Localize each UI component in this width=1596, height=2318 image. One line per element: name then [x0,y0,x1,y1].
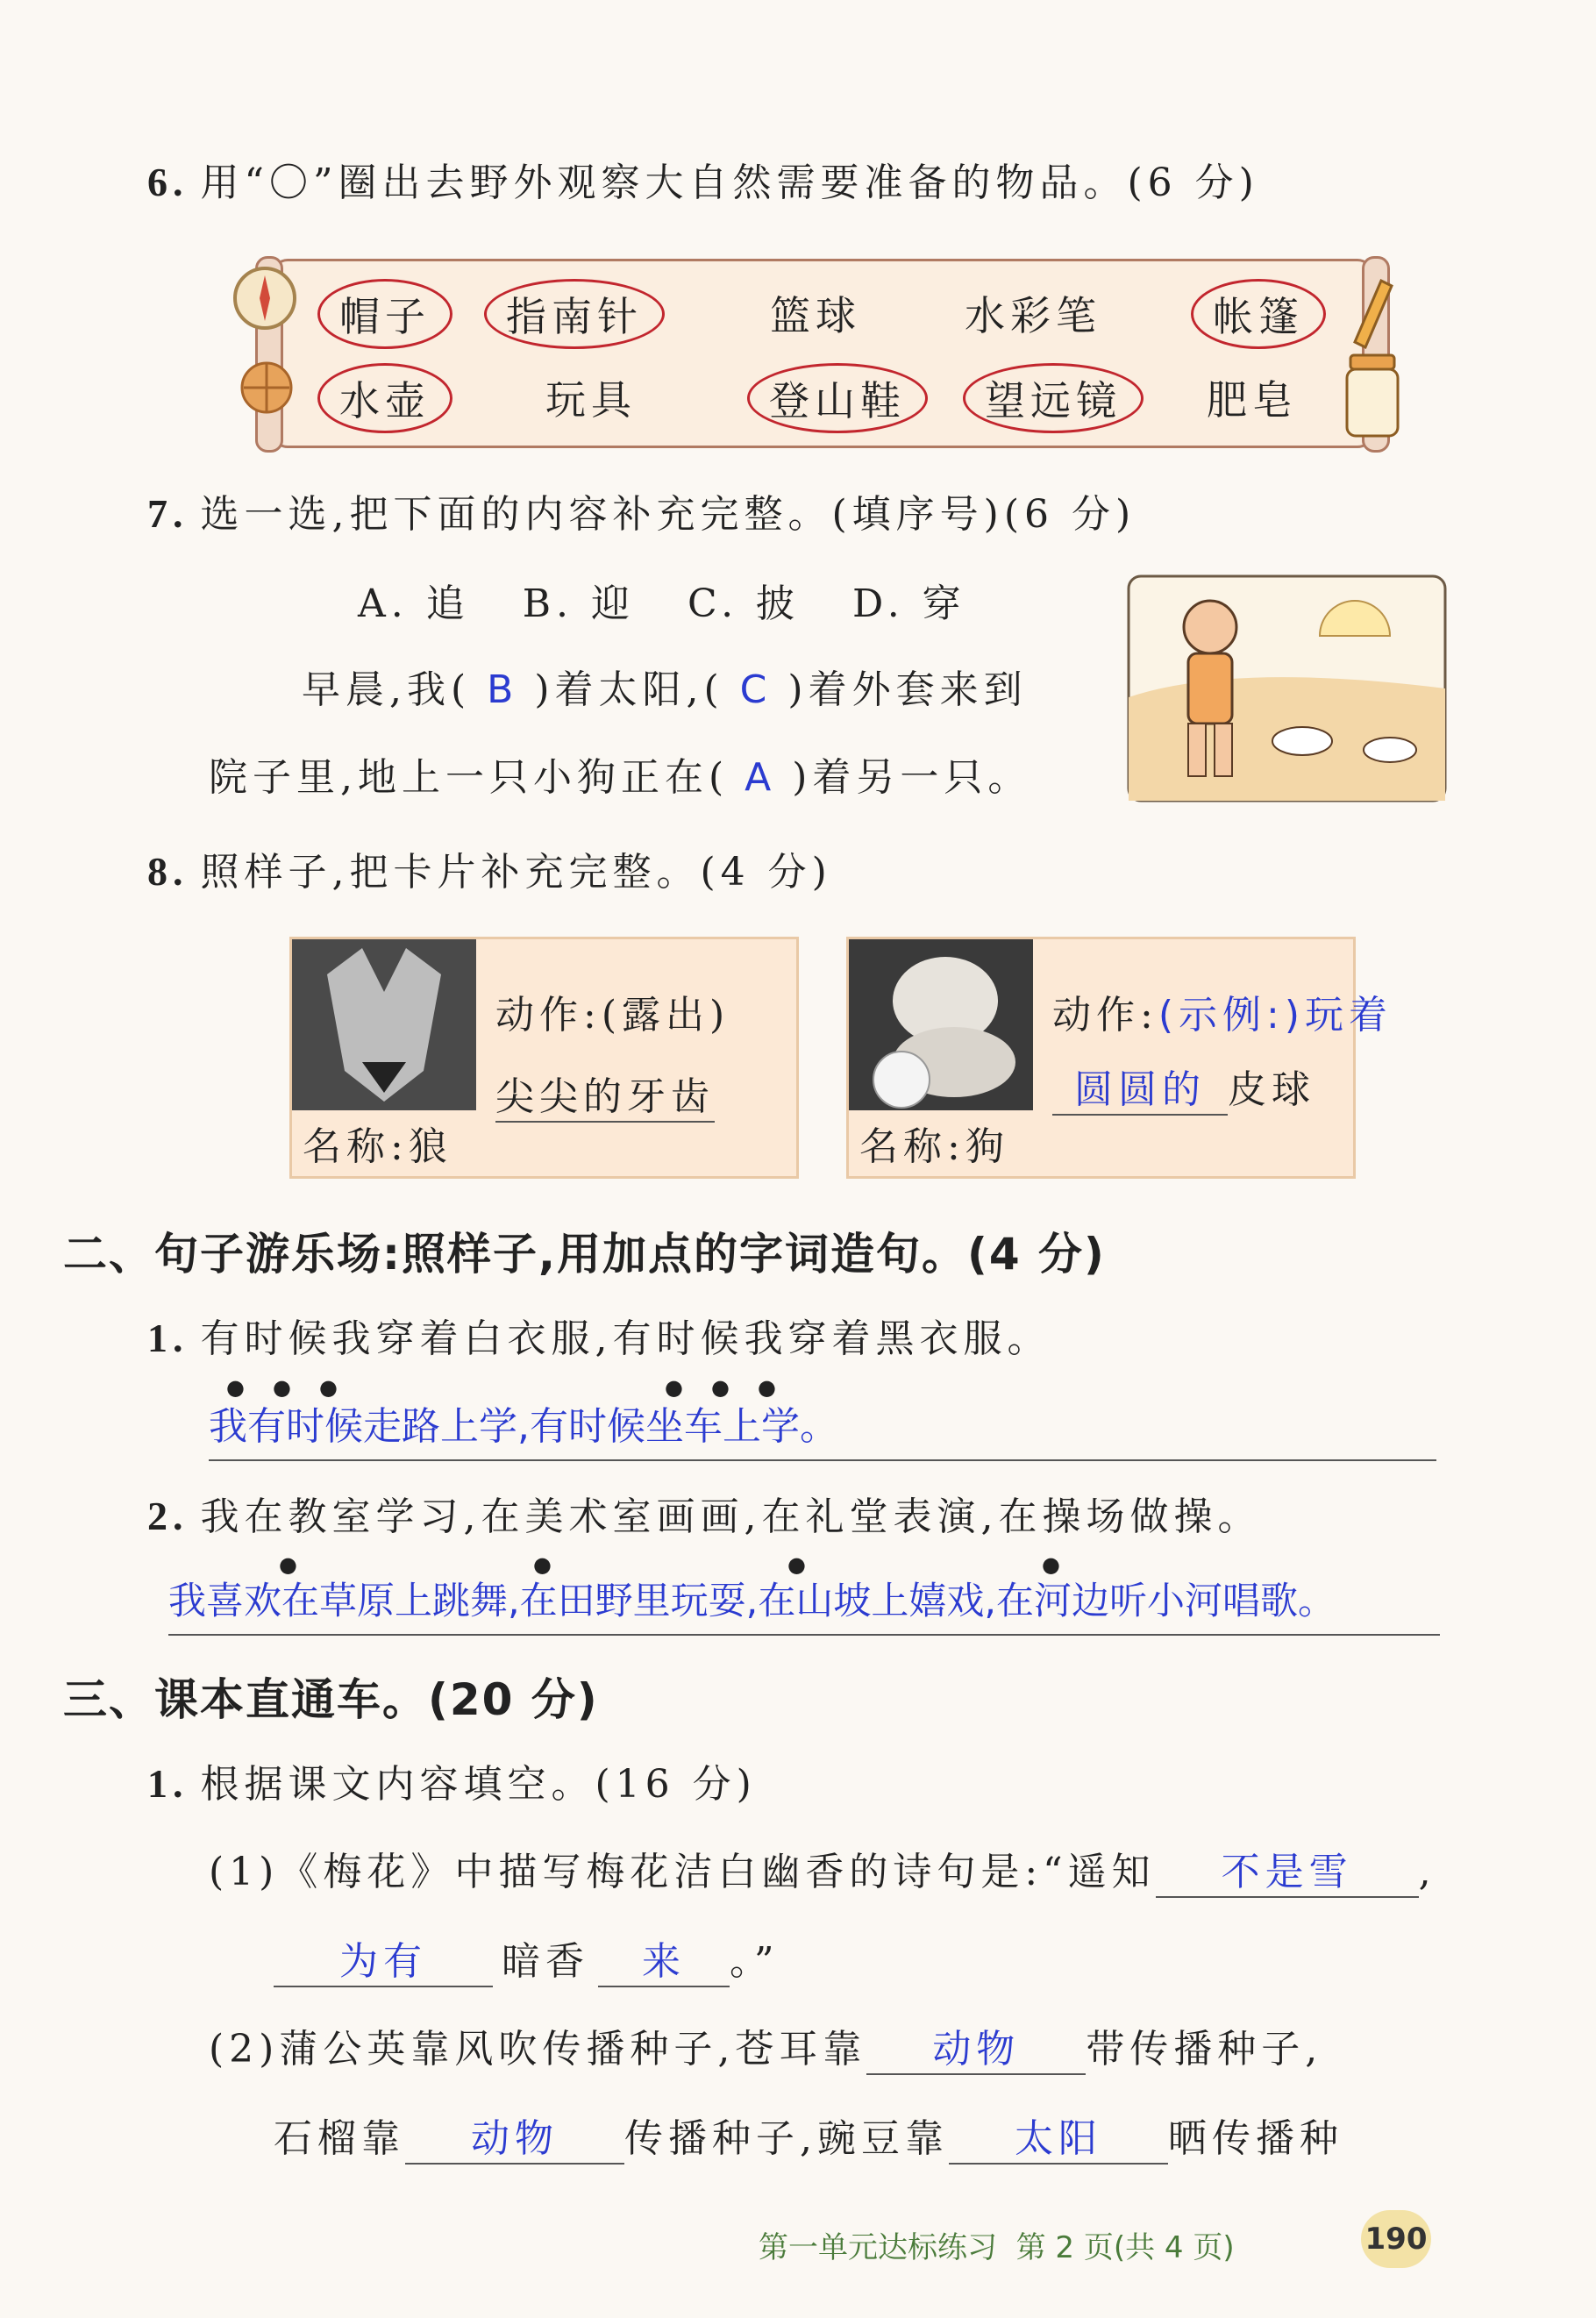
wolf-photo [292,939,476,1110]
q7-options: A. 追 B. 迎 C. 披 D. 穿 [358,581,966,626]
q7-heading [147,482,1136,538]
dog-name: 名称:狗 [859,1124,1009,1169]
sec3-p1-line-2 [274,1929,780,1987]
sec3-p2-answer-2: 动物 [405,2107,624,2165]
dog-action [1052,983,1393,1039]
item-basketball: 篮球 [770,292,861,339]
sec3-text-part: , [1418,1850,1436,1894]
card-wolf [289,937,799,1179]
item-soap: 肥皂 [1207,376,1298,424]
sec3-text-part: 暗香 [502,1939,589,1984]
q6-heading [147,151,1259,207]
item-hat: 帽子 [317,279,452,349]
section-3-title: 三、课本直通车。(20 分) [63,1674,599,1725]
jar-icon [1342,346,1403,443]
sec2-s2-answer: 我喜欢在草原上跳舞,在田野里玩耍,在山坡上嬉戏,在河边听小河唱歌。 [168,1572,1440,1636]
item-kettle: 水壶 [317,363,452,433]
sec3-q1-heading [147,1752,757,1808]
q7-text-part: )着另一只。 [792,755,1032,800]
sec3-p2-line-2 [274,2107,1343,2165]
footer-text: 第一单元达标练习 第 2 页(共 4 页) [759,2230,1235,2265]
q6-text: 用“〇”圈出去野外观察大自然需要准备的物品。(6 分) [200,160,1259,205]
pencil-icon [1346,272,1399,351]
wolf-name: 名称:狼 [303,1124,452,1169]
sec2-sentence-1 [147,1307,1051,1363]
item-watercolor-pen: 水彩笔 [965,292,1101,339]
ball-icon [239,360,295,416]
sec3-text-part: 传播种子,豌豆靠 [624,2116,949,2161]
sec3-text-part: 带传播种子, [1086,2027,1323,2072]
sec3-text-part: (2)蒲公英靠风吹传播种子,苍耳靠 [209,2027,867,2072]
q7-text-part: 院子里,地上一只小狗正在( [209,755,730,800]
sec2-s1-answer: 我有时候走路上学,有时候坐车上学。 [209,1394,1436,1461]
sec3-p2-answer-3: 太阳 [949,2107,1168,2165]
q7-line-2 [209,745,1031,802]
q7-text: 选一选,把下面的内容补充完整。(填序号)(6 分) [200,492,1136,537]
q8-heading [147,840,832,896]
dog-detail-line [1052,1058,1315,1116]
q8-number: 8. [147,849,189,894]
q8-text: 照样子,把卡片补充完整。(4 分) [200,850,832,895]
sec2-s2-text: 我在教室学习,在美术室画画,在礼堂表演,在操场做操。 [200,1494,1262,1539]
q7-number: 7. [147,491,189,536]
item-tent: 帐篷 [1191,279,1326,349]
sec3-q1-number: 1. [147,1761,189,1806]
sec3-p2-line-1 [209,2017,1322,2075]
q7-text-part: )着外套来到 [787,667,1028,712]
q7-answer-3: A [745,755,777,800]
sec2-s2-number: 2. [147,1494,189,1538]
boy-and-dogs-illustration [1127,574,1447,802]
item-toy: 玩具 [545,376,637,424]
item-hiking-shoes: 登山鞋 [747,363,928,433]
q6-number: 6. [147,160,189,204]
q7-text-part: )着太阳,( [534,667,724,712]
sec3-text-part: 石榴靠 [274,2116,405,2161]
sec2-sentence-2 [147,1485,1261,1541]
item-compass: 指南针 [484,279,665,349]
sec2-s1-text: 有时候我穿着白衣服,有时候我穿着黑衣服。 [200,1316,1051,1361]
item-telescope: 望远镜 [963,363,1144,433]
sec3-p2-answer-1: 动物 [866,2017,1086,2075]
sec3-p1-line-1 [209,1840,1436,1898]
dog-detail: 皮球 [1228,1067,1315,1112]
wolf-detail: 尖尖的牙齿 [495,1065,715,1123]
dog-action-answer: (示例:)玩着 [1158,993,1393,1038]
q7-answer-1: B [487,667,519,712]
wolf-action: 动作:(露出) [495,993,730,1038]
compass-icon [230,263,300,333]
q7-text-part: 早晨,我( [302,667,472,712]
card-dog [846,937,1393,1179]
sec3-p1-answer-3: 来 [598,1929,730,1987]
q7-answer-2: C [739,667,773,712]
sec3-text-part: 。” [730,1939,780,1984]
sec2-s1-number: 1. [147,1316,189,1360]
sec3-text-part: (1)《梅花》中描写梅花洁白幽香的诗句是:“遥知 [209,1850,1156,1894]
sec3-p1-answer-2: 为有 [274,1929,493,1987]
sec3-text-part: 晒传播种 [1168,2116,1343,2161]
q7-line-1 [302,658,1028,714]
dog-photo [849,939,1033,1110]
sec3-q1-text: 根据课文内容填空。(16 分) [200,1762,757,1807]
section-2-title: 二、句子游乐场:照样子,用加点的字词造句。(4 分) [63,1229,1106,1280]
dog-answer: 圆圆的 [1052,1058,1228,1116]
page-number-badge: 190 [1361,2210,1431,2268]
dog-action-label: 动作: [1052,993,1158,1038]
sec3-p1-answer-1: 不是雪 [1156,1840,1419,1898]
